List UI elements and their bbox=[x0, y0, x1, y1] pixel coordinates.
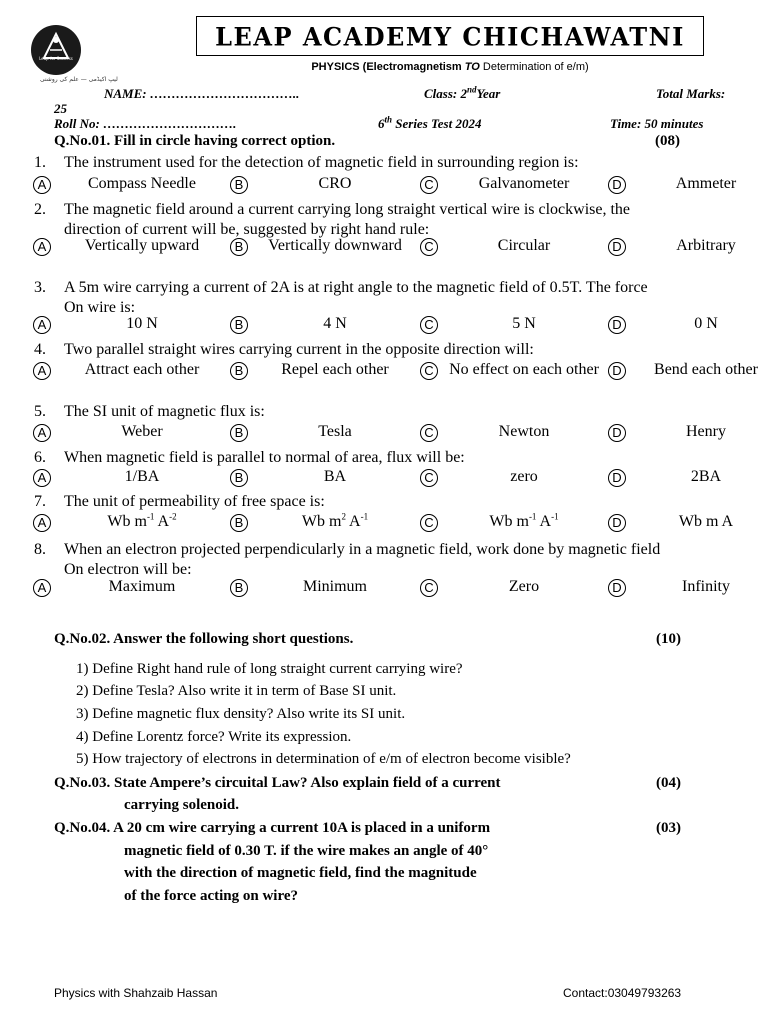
option-text: Bend each other bbox=[654, 361, 758, 378]
answer-bubble-b[interactable]: B bbox=[230, 424, 248, 442]
mcq-number: 1. bbox=[34, 154, 46, 171]
option-text: Zero bbox=[508, 578, 540, 595]
option-text: BA bbox=[323, 468, 347, 485]
option-text: Wb $m^{-1}$ $A^{-2}$ bbox=[107, 511, 177, 530]
option-text: 4 N bbox=[323, 315, 347, 332]
series-num: 6 bbox=[378, 116, 385, 131]
mcq-stem-line: The magnetic field around a current carrying long straight vertical wire is clockwise, the bbox=[64, 201, 631, 218]
option-text: Wb $m^2$ $A^{-1}$ bbox=[301, 511, 369, 530]
option-text: Vertically downward bbox=[268, 237, 402, 254]
answer-bubble-b[interactable]: B bbox=[230, 579, 248, 597]
topic-close: Determination of e/m) bbox=[479, 61, 589, 73]
q4-line-3: with the direction of magnetic field, find the magnitude bbox=[124, 865, 477, 881]
option-text: Infinity bbox=[682, 578, 730, 595]
answer-bubble-b[interactable]: B bbox=[230, 316, 248, 334]
time-label: Time: 50 minutes bbox=[610, 116, 704, 131]
mcq-stem-line: The instrument used for the detection of magnetic field in surrounding region is: bbox=[64, 154, 579, 171]
option-text: CRO bbox=[318, 175, 352, 192]
mcq-stem-line: direction of current will be, suggested by right hand rule: bbox=[64, 221, 430, 238]
short-question: 3) Define magnetic flux density? Also write its SI unit. bbox=[76, 706, 406, 722]
footer-contact: Contact:03049793263 bbox=[563, 986, 682, 1000]
option-text: Circular bbox=[497, 237, 551, 254]
option-text: 0 N bbox=[694, 315, 718, 332]
class-field bbox=[424, 86, 500, 102]
option-text: Weber bbox=[121, 423, 163, 440]
option-text: 5 N bbox=[512, 315, 536, 332]
logo-caption: لیپ اکیڈمی — علم کی روشنی bbox=[40, 76, 118, 83]
subject: PHYSICS bbox=[311, 61, 360, 73]
mcq-number: 7. bbox=[34, 493, 46, 510]
option-text: 2BA bbox=[690, 468, 722, 485]
class-sup: nd bbox=[466, 84, 477, 95]
mcq-stem-line: When magnetic field is parallel to normal of area, flux will be: bbox=[64, 449, 465, 466]
q4-line-2: magnetic field of 0.30 T. if the wire makes an angle of 40° bbox=[124, 843, 489, 859]
answer-bubble-d[interactable]: D bbox=[608, 424, 626, 442]
answer-bubble-a[interactable]: A bbox=[33, 579, 51, 597]
mcq-number: 6. bbox=[34, 449, 46, 466]
option-text: Arbitrary bbox=[676, 237, 736, 254]
q3-line-1: Q.No.03. State Ampere’s circuital Law? Also explain field of a current bbox=[54, 775, 501, 791]
answer-bubble-a[interactable]: A bbox=[33, 469, 51, 487]
series-text: Series Test 2024 bbox=[392, 116, 482, 131]
short-question: 1) Define Right hand rule of long straight current carrying wire? bbox=[76, 661, 463, 677]
short-question: 5) How trajectory of electrons in determination of e/m of electron become visible? bbox=[76, 751, 571, 767]
mcq-stem-line: When an electron projected perpendicularly in a magnetic field, work done by magnetic field bbox=[64, 541, 661, 558]
answer-bubble-d[interactable]: D bbox=[608, 469, 626, 487]
mcq-stem-line: The unit of permeability of free space is: bbox=[64, 493, 325, 510]
q2-heading: Q.No.02. Answer the following short questions. bbox=[54, 631, 354, 647]
answer-bubble-c[interactable]: C bbox=[420, 362, 438, 380]
q4-line-1: Q.No.04. A 20 cm wire carrying a current 10A is placed in a uniform bbox=[54, 820, 491, 836]
option-text: Repel each other bbox=[281, 361, 389, 378]
q1-heading: Q.No.01. Fill in circle having correct option. bbox=[54, 133, 336, 149]
answer-bubble-c[interactable]: C bbox=[420, 176, 438, 194]
answer-bubble-c[interactable]: C bbox=[420, 579, 438, 597]
answer-bubble-b[interactable]: B bbox=[230, 238, 248, 256]
q3-line-2: carrying solenoid. bbox=[124, 797, 239, 813]
q4-line-4: of the force acting on wire? bbox=[124, 888, 298, 904]
exam-subtitle bbox=[196, 61, 704, 73]
answer-bubble-b[interactable]: B bbox=[230, 362, 248, 380]
mcq-number: 3. bbox=[34, 279, 46, 296]
option-text: Galvanometer bbox=[478, 175, 570, 192]
option-text: 10 N bbox=[126, 315, 158, 332]
class-suffix: Year bbox=[476, 86, 501, 101]
answer-bubble-a[interactable]: A bbox=[33, 238, 51, 256]
roll-no-field: Roll No: …………………………. bbox=[54, 116, 237, 131]
answer-bubble-c[interactable]: C bbox=[420, 316, 438, 334]
answer-bubble-a[interactable]: A bbox=[33, 176, 51, 194]
mcq-number: 2. bbox=[34, 201, 46, 218]
mcq-number: 5. bbox=[34, 403, 46, 420]
answer-bubble-c[interactable]: C bbox=[420, 238, 438, 256]
answer-bubble-d[interactable]: D bbox=[608, 176, 626, 194]
option-text: Newton bbox=[498, 423, 550, 440]
answer-bubble-d[interactable]: D bbox=[608, 579, 626, 597]
answer-bubble-b[interactable]: B bbox=[230, 469, 248, 487]
option-text: Minimum bbox=[302, 578, 367, 595]
mcq-stem-line: A 5m wire carrying a current of 2A is at right angle to the magnetic field of 0.5T. The force bbox=[64, 279, 648, 296]
short-question: 4) Define Lorentz force? Write its expression. bbox=[76, 729, 352, 745]
option-text: Wb m A bbox=[678, 513, 734, 530]
logo-text: Leap for Success bbox=[39, 56, 73, 61]
answer-bubble-b[interactable]: B bbox=[230, 176, 248, 194]
answer-bubble-c[interactable]: C bbox=[420, 514, 438, 532]
option-text: Henry bbox=[686, 423, 726, 440]
option-text: zero bbox=[510, 468, 538, 485]
name-field: NAME: …………………………….. bbox=[104, 86, 300, 101]
answer-bubble-c[interactable]: C bbox=[420, 424, 438, 442]
mcq-stem-line: The SI unit of magnetic flux is: bbox=[64, 403, 265, 420]
title-box bbox=[196, 16, 704, 56]
topic-to: TO bbox=[464, 61, 480, 73]
option-text: Vertically upward bbox=[84, 237, 200, 254]
class-label: Class: 2 bbox=[424, 86, 467, 101]
mcq-stem-line: On electron will be: bbox=[64, 561, 192, 578]
answer-bubble-a[interactable]: A bbox=[33, 362, 51, 380]
option-text: Compass Needle bbox=[88, 175, 196, 192]
answer-bubble-d[interactable]: D bbox=[608, 238, 626, 256]
answer-bubble-b[interactable]: B bbox=[230, 514, 248, 532]
option-text: Tesla bbox=[318, 423, 352, 440]
option-text: 1/BA bbox=[124, 468, 160, 485]
option-text: No effect on each other bbox=[449, 361, 599, 378]
topic-open: (Electromagnetism bbox=[359, 61, 465, 73]
answer-bubble-d[interactable]: D bbox=[608, 362, 626, 380]
option-text: Ammeter bbox=[675, 175, 737, 192]
short-question: 2) Define Tesla? Also write it in term of Base SI unit. bbox=[76, 683, 397, 699]
footer-author: Physics with Shahzaib Hassan bbox=[54, 986, 218, 1000]
academy-title: LEAP ACADEMY CHICHAWATNI bbox=[215, 20, 685, 52]
series-label bbox=[378, 116, 481, 132]
mcq-stem-line: On wire is: bbox=[64, 299, 136, 316]
series-sup: th bbox=[384, 114, 393, 125]
option-text: Attract each other bbox=[84, 361, 200, 378]
answer-bubble-c[interactable]: C bbox=[420, 469, 438, 487]
q3-marks: (04) bbox=[656, 775, 681, 791]
mcq-stem-line: Two parallel straight wires carrying current in the opposite direction will: bbox=[64, 341, 534, 358]
mcq-number: 8. bbox=[34, 541, 46, 558]
total-marks-value: 25 bbox=[54, 101, 67, 116]
q2-marks: (10) bbox=[656, 631, 681, 647]
answer-bubble-d[interactable]: D bbox=[608, 316, 626, 334]
answer-bubble-a[interactable]: A bbox=[33, 316, 51, 334]
option-text: Maximum bbox=[108, 578, 176, 595]
answer-bubble-d[interactable]: D bbox=[608, 514, 626, 532]
mcq-number: 4. bbox=[34, 341, 46, 358]
q4-marks: (03) bbox=[656, 820, 681, 836]
option-text: Wb $m^{-1}$ $A^{-1}$ bbox=[489, 511, 559, 530]
academy-logo bbox=[30, 24, 82, 76]
total-marks-label: Total Marks: bbox=[656, 86, 726, 101]
answer-bubble-a[interactable]: A bbox=[33, 424, 51, 442]
answer-bubble-a[interactable]: A bbox=[33, 514, 51, 532]
q1-marks: (08) bbox=[655, 133, 680, 149]
